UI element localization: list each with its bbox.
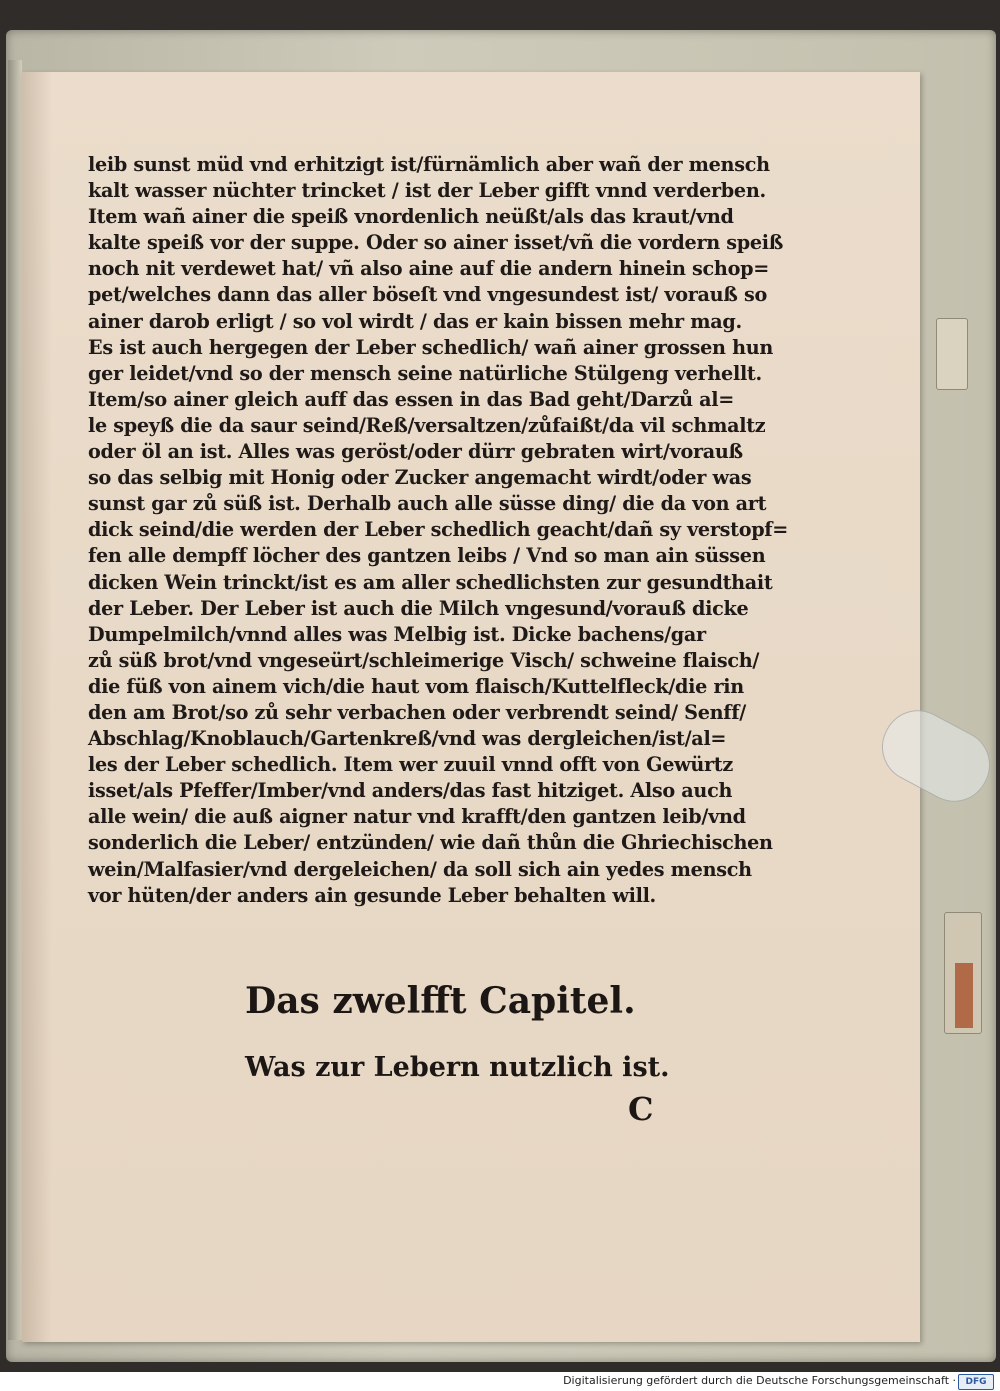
book-spine-edge [8,60,22,1340]
body-line: Dumpelmilch/vnnd alles was Melbig ist. Dicke bachens/gar [88,622,706,646]
binding-tab-upper [936,318,968,390]
dfg-logo: DFG [958,1374,994,1390]
body-line: le speyß die da saur seind/Reß/versaltzen/zůfaißt/da vil schmaltz [88,413,766,437]
body-line: Es ist auch hergegen der Leber schedlich/ wañ ainer grossen hun [88,335,774,359]
body-line: noch nit verdewet hat/ vñ also aine auf die andern hinein schop= [88,257,769,281]
body-line: sonderlich die Leber/ entzünden/ wie dañ thůn die Ghriechischen [88,831,773,855]
body-line: vor hüten/der anders ain gesunde Leber behalten will. [88,883,656,907]
body-line: Item wañ ainer die speiß vnordenlich neüßt/als das kraut/vnd [88,205,734,229]
binding-tab-lower [944,912,982,1034]
body-line: les der Leber schedlich. Item wer zuuil vnnd offt von Gewürtz [88,753,733,777]
body-line: oder öl an ist. Alles was geröst/oder dürr gebraten wirt/vorauß [88,440,743,464]
page-gutter-shadow [22,72,52,1342]
body-line: isset/als Pfeffer/Imber/vnd anders/das fast hitziget. Also auch [88,779,733,803]
chapter-heading: Das zwelfft Capitel. [245,980,636,1022]
chapter-subheading: Was zur Lebern nutzlich ist. [245,1052,670,1083]
body-line: Item/so ainer gleich auff das essen in das Bad geht/Darzů al= [88,387,735,411]
body-line: leib sunst müd vnd erhitzigt ist/fürnämlich aber wañ der mensch [88,153,770,176]
catchword: C [628,1090,654,1128]
footer-credit: Digitalisierung gefördert durch die Deutsche Forschungsgemeinschaft · [563,1374,956,1387]
body-line: dick seind/die werden der Leber schedlich geacht/dañ sy verstopf= [88,518,789,542]
body-line: so das selbig mit Honig oder Zucker angemacht wirdt/oder was [88,466,752,490]
body-line: ainer darob erligt / so vol wirdt / das er kain bissen mehr mag. [88,309,742,333]
body-line: kalte speiß vor der suppe. Oder so ainer isset/vñ die vordern speiß [88,231,784,255]
body-line: sunst gar zů süß ist. Derhalb auch alle süsse ding/ die da von art [88,492,767,516]
body-line: zů süß brot/vnd vngeseürt/schleimerige Visch/ schweine flaisch/ [88,648,760,672]
body-line: kalt wasser nüchter trincket / ist der Leber gifft vnnd verderben. [88,179,766,203]
body-text [88,152,789,909]
body-line: Abschlag/Knoblauch/Gartenkreß/vnd was dergleichen/ist/al= [88,727,727,751]
body-line: der Leber. Der Leber ist auch die Milch vngesund/vorauß dicke [88,596,749,620]
footer-bar [0,1372,1000,1391]
body-line: wein/Malfasier/vnd dergeleichen/ da soll sich ain yedes mensch [88,857,752,881]
body-line: den am Brot/so zů sehr verbachen oder verbrendt seind/ Senff/ [88,700,746,724]
body-line: fen alle dempff löcher des gantzen leibs / Vnd so man ain süssen [88,544,766,568]
body-line: ger leidet/vnd so der mensch seine natürliche Stülgeng verhellt. [88,361,762,385]
body-line: dicken Wein trinckt/ist es am aller schedlichsten zur gesundthait [88,570,773,594]
body-line: die füß von ainem vich/die haut vom flaisch/Kuttelfleck/die rin [88,674,744,698]
body-line: alle wein/ die auß aigner natur vnd krafft/den gantzen leib/vnd [88,805,746,829]
body-line: pet/welches dann das aller böseſt vnd vngesundest ist/ vorauß so [88,283,767,307]
